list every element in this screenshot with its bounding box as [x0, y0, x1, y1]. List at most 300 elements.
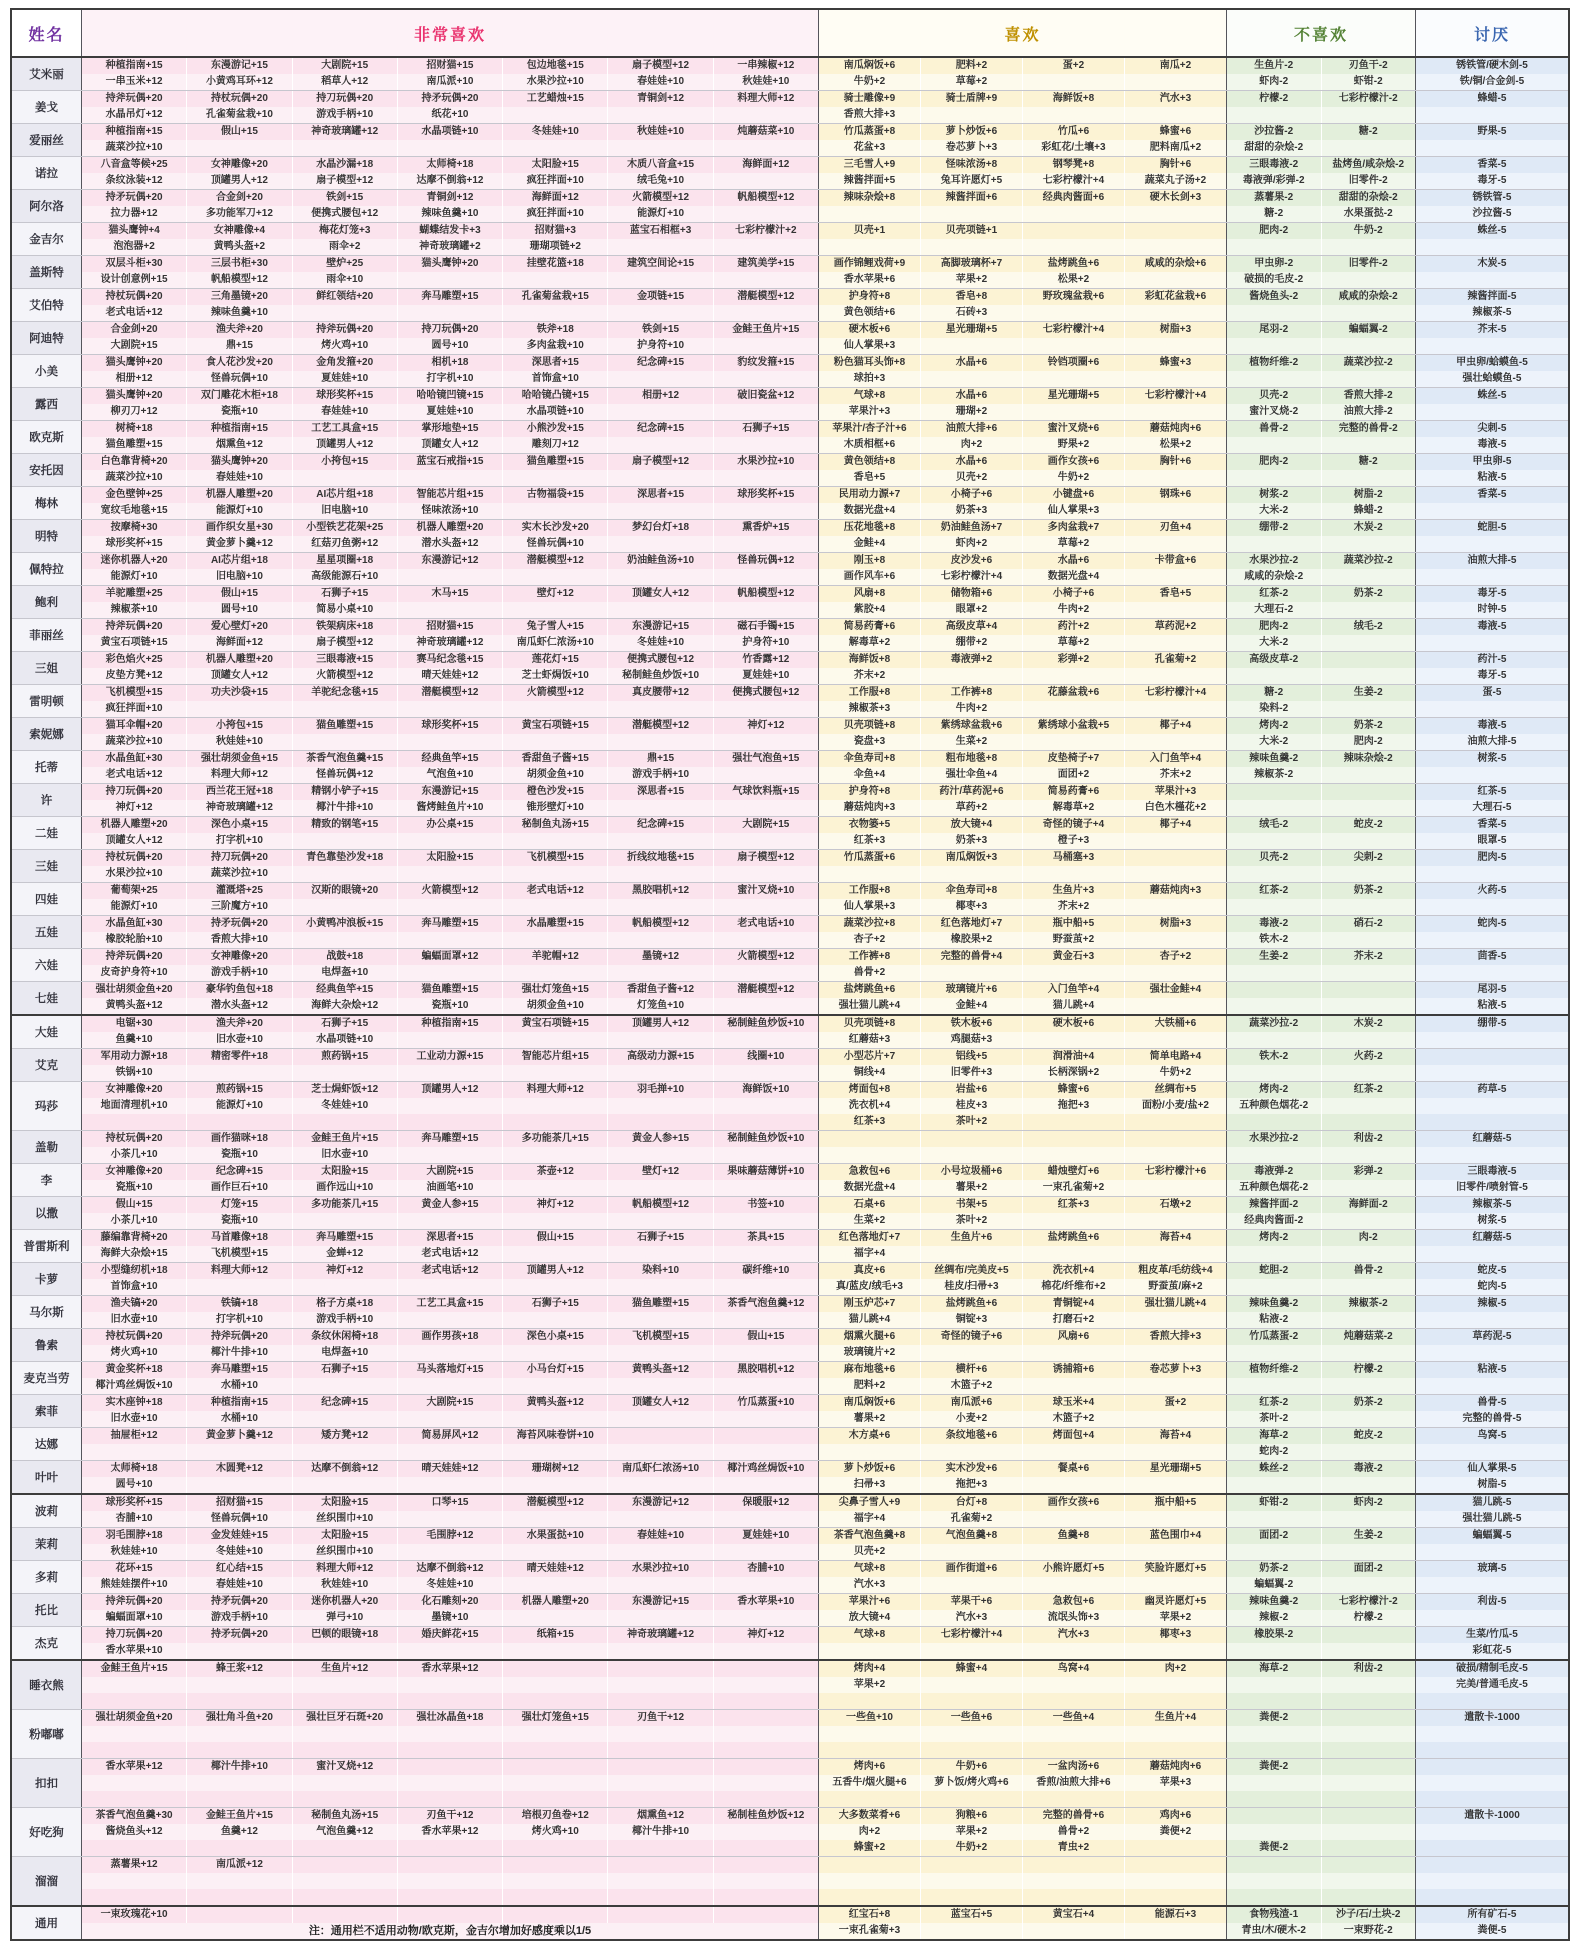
item-line — [1227, 470, 1415, 486]
gift-item: 牛奶+2 — [1125, 1065, 1226, 1081]
item-line — [819, 305, 1226, 321]
gift-item: 智能芯片组+15 — [398, 487, 502, 503]
gift-item: 牛奶+6 — [921, 1759, 1022, 1775]
empty-slot — [82, 1791, 186, 1807]
gift-item: 辣味杂烩+8 — [819, 190, 920, 206]
gift-item: 折线纹地毯+15 — [608, 850, 712, 866]
item-line — [819, 454, 1226, 470]
gift-item: 松果+2 — [1125, 437, 1226, 453]
empty-slot — [1416, 932, 1568, 948]
gift-item: 熏香炉+15 — [714, 520, 818, 536]
gift-item: 南瓜虾仁浓汤+10 — [608, 1461, 712, 1477]
dislike-cell — [1227, 718, 1416, 750]
item-line — [819, 1857, 1226, 1873]
like-cell — [819, 619, 1227, 651]
empty-slot — [503, 1643, 607, 1659]
gift-item: 毒液-5 — [1416, 437, 1568, 453]
gift-item: 马头落地灯+15 — [398, 1362, 502, 1378]
table-row — [12, 58, 1568, 90]
gift-item: 东漫游记+15 — [608, 619, 712, 635]
hate-cell — [1416, 784, 1568, 816]
gift-item: 抽屉柜+12 — [82, 1428, 186, 1444]
empty-slot — [714, 1378, 818, 1394]
gift-item: 扫帚+3 — [819, 1477, 920, 1493]
item-line — [1227, 1726, 1415, 1742]
item-line — [82, 1114, 818, 1130]
empty-slot — [1125, 1411, 1226, 1427]
empty-slot — [714, 998, 818, 1014]
empty-slot — [714, 1577, 818, 1593]
gift-item: 珊瑚+2 — [921, 404, 1022, 420]
item-line — [1416, 800, 1568, 816]
item-line — [1227, 1378, 1415, 1394]
gift-item: 水果沙拉+10 — [608, 1561, 712, 1577]
character-name: 菲丽丝 — [12, 619, 82, 651]
character-name: 麦克当劳 — [12, 1362, 82, 1394]
empty-slot — [1416, 1742, 1568, 1758]
item-line — [1227, 916, 1415, 932]
empty-slot — [1416, 1147, 1568, 1163]
like-cell — [819, 487, 1227, 519]
gift-item: 奶油鲑鱼汤+10 — [608, 553, 712, 569]
gift-item: 雕刻刀+12 — [503, 437, 607, 453]
gift-item: 奔马雕塑+15 — [187, 1362, 291, 1378]
empty-slot — [608, 1345, 712, 1361]
gift-item: 糖-2 — [1227, 685, 1321, 701]
item-line — [1227, 1329, 1415, 1345]
empty-slot — [714, 1114, 818, 1130]
gift-item: 辣酱拌面+6 — [921, 190, 1022, 206]
character-name: 盖勒 — [12, 1131, 82, 1163]
gift-item: 地面清理机+10 — [82, 1098, 186, 1114]
gift-item: 粉色猫耳头饰+8 — [819, 355, 920, 371]
empty-slot — [1125, 470, 1226, 486]
item-line — [82, 569, 818, 585]
hate-cell — [1416, 916, 1568, 948]
item-line — [819, 1082, 1226, 1098]
item-line — [819, 487, 1226, 503]
gift-item: 迷你机器人+20 — [293, 1594, 397, 1610]
empty-slot — [608, 503, 712, 519]
empty-slot — [1023, 223, 1124, 239]
item-line — [1416, 1378, 1568, 1394]
empty-slot — [714, 1213, 818, 1229]
gift-item: 柠檬-2 — [1322, 1362, 1416, 1378]
dislike-cell — [1227, 1329, 1416, 1361]
header-love: 非常喜欢 — [82, 10, 819, 56]
empty-slot — [187, 1889, 291, 1905]
empty-slot — [714, 1907, 818, 1923]
empty-slot — [1227, 668, 1321, 684]
gift-item: 苹果汁+6 — [819, 1594, 920, 1610]
item-line — [819, 91, 1226, 107]
empty-slot — [1125, 1180, 1226, 1196]
gift-item: 旧零件-2 — [1322, 256, 1416, 272]
empty-slot — [187, 1114, 291, 1130]
gift-item: 海苔+4 — [1125, 1230, 1226, 1246]
gift-item: 星光珊瑚+5 — [1023, 388, 1124, 404]
empty-slot — [608, 1840, 712, 1856]
gift-item: 首饰盒+10 — [503, 371, 607, 387]
empty-slot — [503, 1180, 607, 1196]
empty-slot — [921, 668, 1022, 684]
empty-slot — [921, 1693, 1022, 1709]
gift-item: 顶罐女人+12 — [187, 668, 291, 684]
love-cell — [82, 1082, 819, 1130]
item-line — [1416, 1710, 1568, 1726]
gift-item: 大铁桶+6 — [1125, 1016, 1226, 1032]
gift-item: 渔夫斧+20 — [187, 1016, 291, 1032]
empty-slot — [293, 899, 397, 915]
item-line — [1416, 173, 1568, 189]
item-line — [82, 74, 818, 90]
gift-item: 紫绣球小盆栽+5 — [1023, 718, 1124, 734]
empty-slot — [293, 140, 397, 156]
gift-item: 猫耳伞帽+20 — [82, 718, 186, 734]
item-line — [1227, 107, 1415, 123]
empty-slot — [1322, 1726, 1416, 1742]
gift-item: 眼罩+2 — [921, 602, 1022, 618]
empty-slot — [608, 1742, 712, 1758]
character-name: 艾克 — [12, 1049, 82, 1081]
item-line — [819, 256, 1226, 272]
gift-item: 保暖服+12 — [714, 1495, 818, 1511]
gift-item: 兔子雪人+15 — [503, 619, 607, 635]
empty-slot — [608, 1180, 712, 1196]
gift-item: 疯狂拌面+10 — [503, 173, 607, 189]
empty-slot — [82, 1840, 186, 1856]
gift-item: 牛奶+2 — [921, 1840, 1022, 1856]
hate-cell — [1416, 586, 1568, 618]
gift-item: 帆船模型+12 — [714, 190, 818, 206]
gift-item: 奔马雕塑+15 — [398, 1131, 502, 1147]
gift-item: 婚庆鲜花+15 — [398, 1627, 502, 1643]
empty-slot — [503, 1279, 607, 1295]
gift-item: 秘制鱼丸汤+15 — [293, 1808, 397, 1824]
item-line — [819, 1279, 1226, 1295]
gift-item: 球拍+3 — [819, 371, 920, 387]
gift-item: 烤肉-2 — [1227, 1082, 1321, 1098]
gift-item: 青色靠垫沙发+18 — [293, 850, 397, 866]
gift-item: 黑胶唱机+12 — [714, 1362, 818, 1378]
empty-slot — [1125, 1577, 1226, 1593]
empty-slot — [714, 866, 818, 882]
gift-item: 笑脸许愿灯+5 — [1125, 1561, 1226, 1577]
empty-slot — [921, 1577, 1022, 1593]
gift-item: 冬娃娃+10 — [293, 1098, 397, 1114]
gift-item: 持杖玩偶+20 — [187, 91, 291, 107]
item-line — [819, 899, 1226, 915]
gift-item: 辣味鱼羹-2 — [1227, 1594, 1321, 1610]
gift-item: 甜甜的杂烩-2 — [1227, 140, 1321, 156]
empty-slot — [1227, 1889, 1321, 1905]
empty-slot — [503, 107, 607, 123]
gift-item: 油煎大排-2 — [1322, 404, 1416, 420]
item-line — [1227, 982, 1415, 998]
gift-item: 仙人掌果-5 — [1416, 1461, 1568, 1477]
item-line — [819, 1049, 1226, 1065]
empty-slot — [1416, 899, 1568, 915]
empty-slot — [503, 1544, 607, 1560]
gift-item: 绷带-2 — [1227, 520, 1321, 536]
gift-item: 打字机+10 — [187, 833, 291, 849]
gift-item: 储物箱+6 — [921, 586, 1022, 602]
empty-slot — [1227, 833, 1321, 849]
item-line — [82, 916, 818, 932]
gift-item: 招财猫+15 — [398, 619, 502, 635]
hate-cell — [1416, 1627, 1568, 1659]
hate-cell — [1416, 1759, 1568, 1807]
gift-item: 辣味杂烩-2 — [1322, 751, 1416, 767]
item-line — [82, 685, 818, 701]
empty-slot — [608, 1610, 712, 1626]
gift-item: 潜艇模型+12 — [714, 982, 818, 998]
item-line — [82, 1164, 818, 1180]
item-line — [1227, 272, 1415, 288]
gift-item: 七彩柠檬汁-2 — [1322, 1594, 1416, 1610]
item-line — [1227, 256, 1415, 272]
gift-item: 白色靠背椅+20 — [82, 454, 186, 470]
item-line — [1416, 883, 1568, 899]
item-line — [82, 652, 818, 668]
item-line — [819, 1594, 1226, 1610]
gift-item: 树脂-2 — [1322, 487, 1416, 503]
gift-item: 蘑菇炖肉+3 — [819, 800, 920, 816]
item-line — [1416, 1164, 1568, 1180]
item-line — [1227, 1213, 1415, 1229]
item-line — [82, 586, 818, 602]
gift-item: 鸡腿菇+3 — [921, 1032, 1022, 1048]
gift-item: 汽水+3 — [1023, 1627, 1124, 1643]
gift-item: 赛马纪念毯+15 — [398, 652, 502, 668]
empty-slot — [187, 1444, 291, 1460]
gift-item: 蔬菜沙拉+8 — [819, 916, 920, 932]
dislike-cell — [1227, 1263, 1416, 1295]
empty-slot — [398, 1312, 502, 1328]
item-line — [819, 272, 1226, 288]
gift-item: 办公桌+15 — [398, 817, 502, 833]
gift-item: 羊驼纪念毯+15 — [293, 685, 397, 701]
empty-slot — [503, 1726, 607, 1742]
gift-item: 萝卜炒饭+6 — [819, 1461, 920, 1477]
gift-item: 经典鱼竿+15 — [293, 982, 397, 998]
gift-item: 蜂蜜+6 — [1125, 124, 1226, 140]
item-line — [1227, 1345, 1415, 1361]
gift-item: 海草-2 — [1227, 1428, 1321, 1444]
character-name: 明特 — [12, 520, 82, 552]
item-line — [1416, 503, 1568, 519]
gift-item: 瓷瓶+10 — [187, 1147, 291, 1163]
dislike-cell — [1227, 1395, 1416, 1427]
gift-item: 强壮灯笼鱼+15 — [503, 982, 607, 998]
item-line — [82, 1180, 818, 1196]
item-line — [1416, 1345, 1568, 1361]
gift-item: 七彩柠檬汁-2 — [1322, 91, 1416, 107]
gift-item: 蒸薯果-2 — [1227, 190, 1321, 206]
gift-item: 薯果+2 — [921, 1180, 1022, 1196]
gift-item: 七彩柠檬汁+4 — [921, 569, 1022, 585]
gift-item: 蛇胆-5 — [1416, 520, 1568, 536]
item-line — [1227, 1296, 1415, 1312]
empty-slot — [1322, 1544, 1416, 1560]
gift-item: 兽骨-2 — [1322, 1263, 1416, 1279]
gift-item: 蔬菜沙拉+10 — [82, 734, 186, 750]
character-name: 达娜 — [12, 1428, 82, 1460]
gift-item: 巴顿的眼镜+18 — [293, 1627, 397, 1643]
item-line — [819, 602, 1226, 618]
empty-slot — [1227, 1378, 1321, 1394]
gift-item: 木质相框+6 — [819, 437, 920, 453]
gift-item: 夏娃娃+10 — [398, 404, 502, 420]
item-line — [1416, 1528, 1568, 1544]
gift-item: 茴香-5 — [1416, 949, 1568, 965]
gift-item: 肥肉-5 — [1416, 850, 1568, 866]
gift-item: 经典鱼竿+15 — [398, 751, 502, 767]
gift-item: 香煎大排+3 — [1125, 1329, 1226, 1345]
item-line — [1227, 866, 1415, 882]
gift-item: 南瓜焖饭+6 — [819, 1395, 920, 1411]
gift-item: 小熊沙发+15 — [503, 421, 607, 437]
empty-slot — [1125, 371, 1226, 387]
gift-item: 三阶魔方+10 — [187, 899, 291, 915]
gift-item: 毒牙-5 — [1416, 586, 1568, 602]
gift-item: 画作街道+6 — [921, 1561, 1022, 1577]
empty-slot — [608, 1544, 712, 1560]
gift-item: 黄金萝卜羹+12 — [187, 536, 291, 552]
gift-item: 芥末+2 — [819, 668, 920, 684]
item-line — [1227, 124, 1415, 140]
item-line — [819, 965, 1226, 981]
gift-item: 球形奖杯+15 — [82, 536, 186, 552]
character-name: 鲁索 — [12, 1329, 82, 1361]
gift-item: 料理大师+12 — [187, 1263, 291, 1279]
empty-slot — [1322, 239, 1416, 255]
item-line — [1227, 1594, 1415, 1610]
dislike-cell — [1227, 190, 1416, 222]
gift-item: 金鲑王鱼片+15 — [714, 322, 818, 338]
hate-cell — [1416, 58, 1568, 90]
gift-item: 帆船模型+12 — [187, 272, 291, 288]
gift-item: 护身符+8 — [819, 784, 920, 800]
item-line — [1416, 1759, 1568, 1775]
gift-item: 破损的毛皮-2 — [1227, 272, 1321, 288]
gift-item: 持矛玩偶+20 — [187, 1594, 291, 1610]
gift-item: 绒毛-2 — [1322, 619, 1416, 635]
item-line — [82, 1627, 818, 1643]
gift-item: 持斧玩偶+20 — [82, 949, 186, 965]
empty-slot — [1227, 1544, 1321, 1560]
like-cell — [819, 652, 1227, 684]
gift-item: 潜艇模型+12 — [398, 685, 502, 701]
empty-slot — [1416, 1610, 1568, 1626]
item-line — [1227, 1710, 1415, 1726]
empty-slot — [714, 272, 818, 288]
item-line — [819, 1726, 1226, 1742]
love-cell — [82, 157, 819, 189]
gift-item: 毒牙-5 — [1416, 173, 1568, 189]
gift-item: 春娃娃+10 — [187, 1577, 291, 1593]
gift-item: 双门雕花木柜+18 — [187, 388, 291, 404]
gift-item: 奶茶-2 — [1227, 1561, 1321, 1577]
gift-item: 神奇玻璃罐+12 — [398, 635, 502, 651]
item-line — [82, 206, 818, 222]
gift-item: 黄色领结+6 — [819, 305, 920, 321]
item-line — [82, 305, 818, 321]
empty-slot — [1227, 1693, 1321, 1709]
gift-item: 机器人雕塑+20 — [187, 487, 291, 503]
gift-item: 蛇肉-2 — [1227, 1444, 1321, 1460]
empty-slot — [921, 1544, 1022, 1560]
empty-slot — [1125, 850, 1226, 866]
gift-item: 假山+15 — [714, 1329, 818, 1345]
item-line — [819, 734, 1226, 750]
empty-slot — [714, 1180, 818, 1196]
item-line — [82, 932, 818, 948]
item-line — [1416, 1627, 1568, 1643]
item-line — [82, 1329, 818, 1345]
table-row — [12, 1758, 1568, 1807]
table-row — [12, 255, 1568, 288]
item-line — [819, 1742, 1226, 1758]
gift-item: 瓷盘+3 — [819, 734, 920, 750]
item-line — [1227, 602, 1415, 618]
gift-item: 工作服+8 — [819, 883, 920, 899]
empty-slot — [1227, 1808, 1321, 1824]
gift-item: 尾羽-5 — [1416, 982, 1568, 998]
empty-slot — [819, 1444, 920, 1460]
item-line — [1416, 1594, 1568, 1610]
gift-item: 相册+12 — [82, 371, 186, 387]
gift-item: 火箭模型+12 — [398, 883, 502, 899]
item-line — [1227, 734, 1415, 750]
item-line — [82, 850, 818, 866]
gift-item: 多功能军刀+12 — [187, 206, 291, 222]
like-cell — [819, 1395, 1227, 1427]
item-line — [1227, 437, 1415, 453]
empty-slot — [1416, 1693, 1568, 1709]
gift-item: 鲜红领结+20 — [293, 289, 397, 305]
empty-slot — [1322, 1742, 1416, 1758]
gift-item: 数据光盘+4 — [1023, 569, 1124, 585]
empty-slot — [503, 1840, 607, 1856]
empty-slot — [1023, 206, 1124, 222]
item-line — [82, 536, 818, 552]
item-line — [1227, 1395, 1415, 1411]
gift-item: 招财猫+15 — [187, 1495, 291, 1511]
gift-item: 七彩柠檬汁+4 — [1023, 322, 1124, 338]
gift-item: 彩弹+2 — [1023, 652, 1124, 668]
item-line — [819, 1710, 1226, 1726]
empty-slot — [921, 338, 1022, 354]
gift-item: 石桌+6 — [819, 1197, 920, 1213]
gift-item: 压花地毯+8 — [819, 520, 920, 536]
empty-slot — [1416, 866, 1568, 882]
item-line — [82, 751, 818, 767]
gift-item: 球玉米+4 — [1023, 1395, 1124, 1411]
gift-item: 蘑菇炖肉+6 — [1125, 1759, 1226, 1775]
gift-item: 木方桌+6 — [819, 1428, 920, 1444]
gift-item: 急救包+6 — [1023, 1594, 1124, 1610]
empty-slot — [1023, 1857, 1124, 1873]
gift-item: 持斧玩偶+20 — [82, 619, 186, 635]
gift-item: 柠檬-2 — [1227, 91, 1321, 107]
character-name: 雷明顿 — [12, 685, 82, 717]
character-name: 艾伯特 — [12, 289, 82, 321]
gift-item: 煎药锅+15 — [187, 1082, 291, 1098]
gift-item: 芥末-2 — [1322, 949, 1416, 965]
empty-slot — [819, 239, 920, 255]
gift-item: 弹弓+10 — [293, 1610, 397, 1626]
